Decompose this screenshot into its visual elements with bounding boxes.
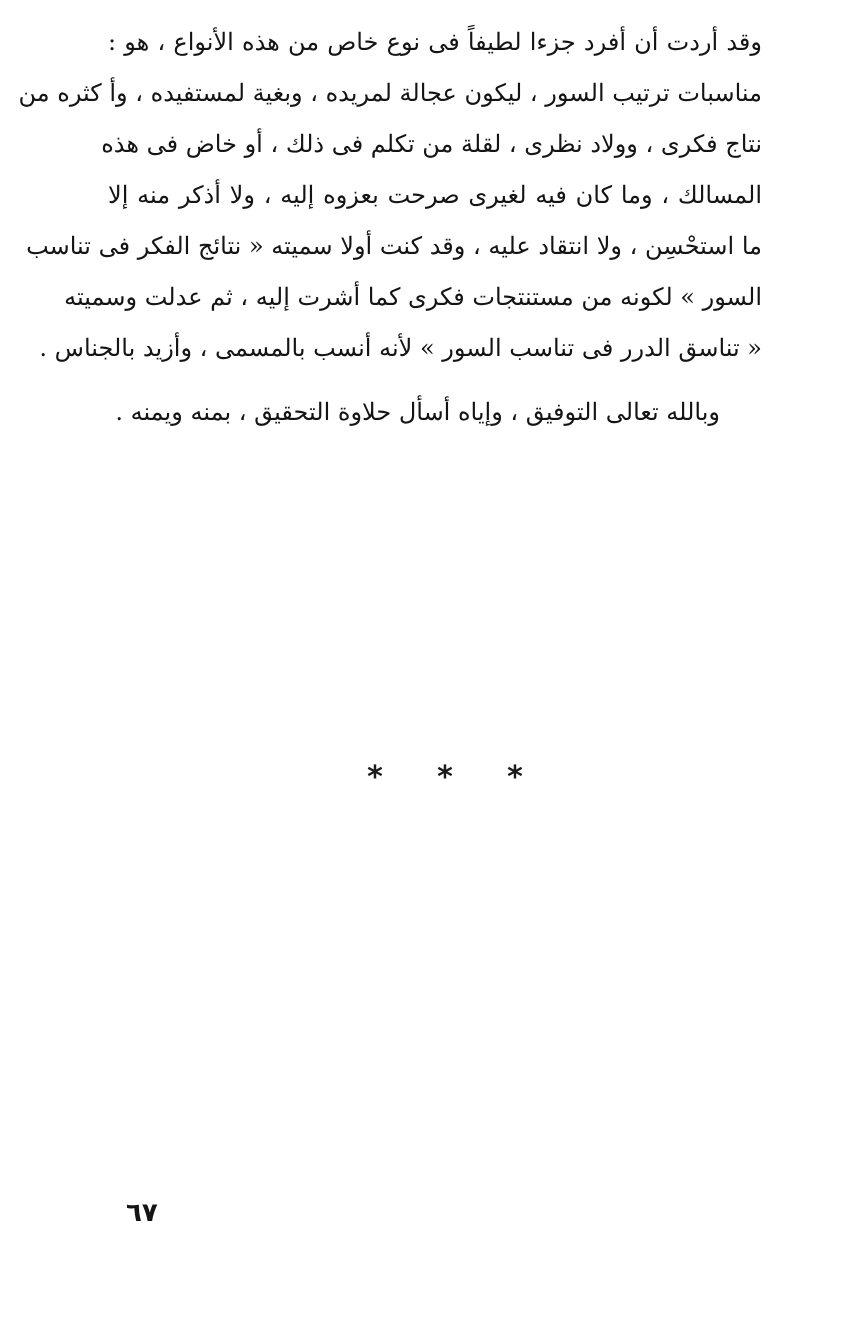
- paragraph-closing: [108, 387, 720, 438]
- asterisk-glyph: *: [367, 760, 383, 795]
- text-line: وبالله تعالى التوفيق ، وإياه أسأل حلاوة التحقيق ، بمنه ويمنه .: [115, 398, 720, 426]
- text-line: وقد أردت أن أفرد جزءا لطيفاً فى نوع خاص من هذه الأنواع ، هو :: [108, 28, 762, 56]
- section-separator: [355, 760, 535, 795]
- text-line: ما استحْسِن ، ولا انتقاد عليه ، وقد كنت أولا سميته « نتائج الفكر فى تناسب: [26, 232, 762, 260]
- text-line: نتاج فكرى ، وولاد نظرى ، لقلة من تكلم فى ذلك ، أو خاض فى هذه: [101, 130, 762, 158]
- text-line: « تناسق الدرر فى تناسب السور » لأنه أنسب بالمسمى ، وأزيد بالجناس .: [39, 334, 762, 362]
- paragraph-intro: [18, 17, 762, 374]
- asterisk-glyph: *: [437, 760, 453, 795]
- text-line: مناسبات ترتيب السور ، ليكون عجالة لمريده ، وبغية لمستفيده ، وأ كثره من: [18, 79, 762, 107]
- page-number: ٦٧: [126, 1198, 158, 1228]
- text-line: السور » لكونه من مستنتجات فكرى كما أشرت إليه ، ثم عدلت وسميته: [64, 283, 762, 311]
- text-line: المسالك ، وما كان فيه لغيرى صرحت بعزوه إليه ، ولا أذكر منه إلا: [108, 181, 762, 209]
- asterisk-glyph: *: [507, 760, 523, 795]
